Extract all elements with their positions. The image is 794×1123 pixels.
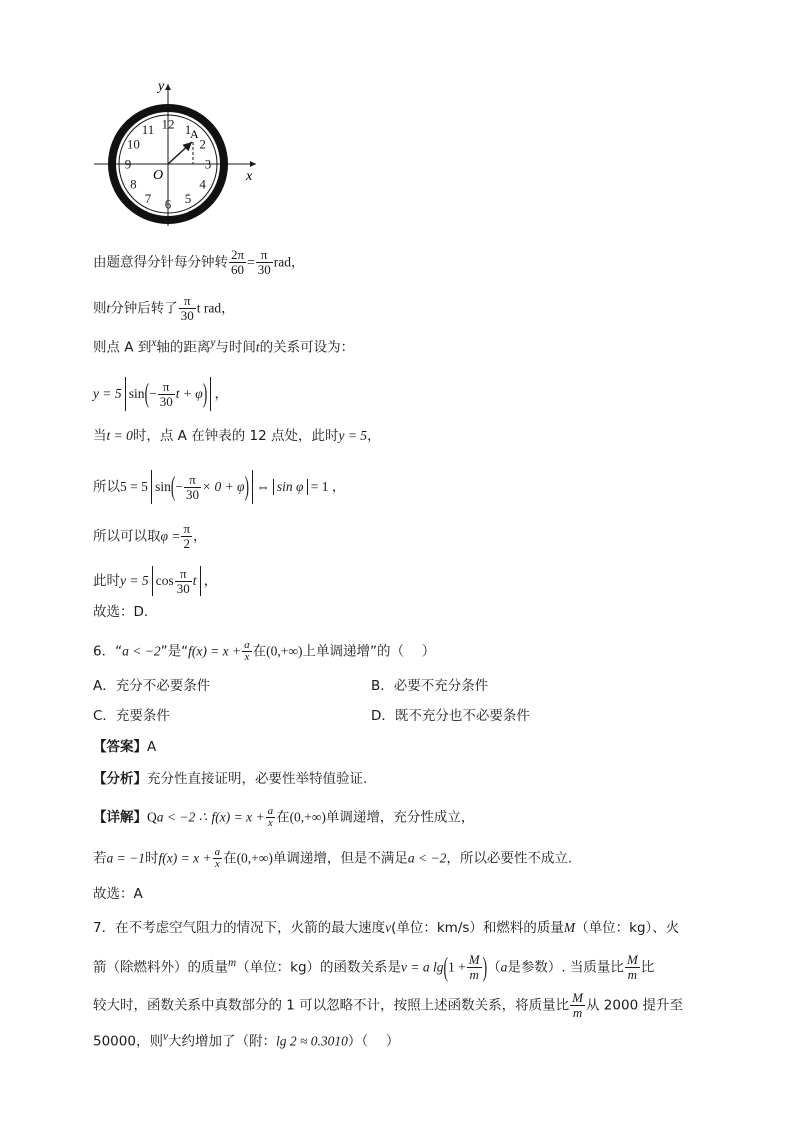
text: 当: [93, 428, 107, 444]
option-text: B．必要不充分条件: [371, 678, 489, 694]
text: ，: [203, 573, 218, 589]
line-3: [93, 334, 354, 357]
text: 时，点 A 在钟表的 12 点处，此时: [132, 428, 339, 444]
var-M: M: [563, 920, 576, 935]
text: 在: [252, 643, 267, 660]
axis-label-y: y: [158, 79, 165, 94]
text: 所以: [93, 479, 120, 495]
var-t: t: [192, 573, 197, 588]
formula: t = 0: [106, 428, 133, 443]
text: 轴的距离: [156, 339, 211, 356]
formula: f(x) = x +: [188, 643, 242, 659]
line-9: [93, 603, 148, 621]
q6-option-b[interactable]: [371, 677, 488, 695]
clock-numeral-10: 10: [126, 136, 140, 152]
clock-numeral-4: 4: [199, 176, 206, 192]
minus: −: [175, 479, 183, 494]
symbol: Q: [147, 809, 157, 825]
q6-answer: [93, 738, 156, 756]
text: 若: [93, 850, 107, 867]
text: ）（ ）: [347, 1033, 400, 1050]
interval: (0,+∞): [266, 643, 303, 659]
q6-example: [93, 847, 572, 870]
formula: lg 2 ≈ 0.3010: [275, 1033, 348, 1049]
fraction: $\frac{M}{m}$: [626, 952, 638, 982]
answer-tag: 【答案】: [93, 739, 147, 755]
clock-numeral-9: 9: [124, 156, 132, 172]
formula: f(x) = x +: [158, 850, 212, 866]
clock-numeral-8: 8: [130, 176, 137, 192]
q7-line-4: [93, 1028, 399, 1051]
q6-option-c[interactable]: [93, 707, 170, 725]
text: 是参数）. 当质量比: [507, 959, 624, 976]
formula: f(x) = x +: [211, 809, 265, 825]
fraction: $\frac{\pi}{30}$: [176, 565, 190, 596]
fraction: $\frac{a}{x}$: [244, 639, 250, 663]
clock-numeral-1: 1: [184, 121, 192, 137]
detail-tag: 【详解】: [93, 809, 147, 826]
text: ”是“: [160, 643, 189, 660]
text: 大约增加了（附：: [167, 1033, 276, 1050]
clock-numeral-6: 6: [164, 196, 172, 212]
text: ，: [214, 386, 228, 402]
clock-numeral-2: 2: [199, 136, 206, 152]
fraction: $\frac{\pi}{30}$: [180, 293, 194, 323]
fraction: $\frac{2\pi}{60}$: [231, 247, 245, 277]
formula: 1 +: [448, 959, 466, 975]
var-m: m: [228, 957, 237, 969]
text: 此时: [93, 573, 120, 589]
fraction: $\frac{M}{m}$: [468, 952, 480, 982]
text: （单位：kg）、火: [575, 920, 680, 936]
clock-numeral-7: 7: [144, 191, 152, 207]
text: 单调递增，充分性成立，: [325, 809, 475, 826]
q7-line-1: [93, 919, 679, 937]
text: 的关系可设为：: [259, 339, 355, 356]
formula: a < −2: [122, 643, 161, 659]
q6-analysis: [93, 770, 367, 788]
fraction: $\frac{a}{x}$: [267, 805, 274, 829]
text: 较大时，函数关系中真数部分的 1 可以忽略不计，按照上述函数关系，将质量比: [93, 997, 570, 1014]
fraction: $\frac{\pi}{30}$: [159, 378, 173, 409]
formula: a = −1: [106, 850, 145, 866]
q7-line-2: 箭（除燃料外）的质量$^m$（单位：kg）的函数关系是v = a lg(1 + $\frac{M}{m}$ )（a是参数）. 当质量比 $\frac{M}{m}$ 比: [93, 951, 655, 982]
var-y: y: [210, 337, 216, 349]
text: 在: [276, 809, 290, 826]
text: ，: [367, 428, 381, 444]
line-6: 所以5 = 5 sin(− $\frac{\pi}{30}$ × 0 + φ) ⇔ sin φ = 1 ，: [93, 470, 345, 504]
formula: sin φ: [276, 479, 304, 494]
line-4: y = 5 sin(− $\frac{\pi}{30}$ t + φ) ，: [93, 377, 228, 411]
fraction: $\frac{a}{x}$: [214, 846, 221, 870]
option-text: C．充要条件: [93, 708, 170, 724]
text: （: [487, 959, 501, 976]
fraction: $\frac{\pi}{30}$: [257, 247, 271, 277]
interval: (0,+∞): [289, 809, 326, 825]
clock-figure: [92, 78, 264, 228]
unit: t rad，: [196, 300, 235, 316]
q6-option-d[interactable]: [371, 707, 530, 725]
point-a-label: A: [190, 127, 199, 141]
analysis-tag: 【分析】: [93, 771, 147, 787]
fraction: $\frac{\pi}{30}$: [185, 471, 199, 502]
formula: y = 5: [338, 428, 368, 443]
minute-hand: [168, 142, 192, 164]
text: 上单调递增”的（ ）: [302, 643, 436, 660]
equals: =: [247, 254, 255, 270]
formula: y = 5: [93, 386, 122, 401]
formula: × 0 + φ: [201, 479, 245, 494]
q6-pick: [93, 885, 143, 903]
option-text: D．既不充分也不必要条件: [371, 708, 530, 724]
formula: y = 5: [120, 573, 149, 588]
formula: = 1 ，: [310, 479, 346, 494]
text: 箭（除燃料外）的质量: [93, 959, 228, 976]
var-v: v: [385, 920, 392, 935]
formula: v = a lg: [401, 959, 444, 975]
text: （单位：kg）的函数关系是: [236, 959, 402, 976]
clock-numeral-5: 5: [184, 191, 192, 207]
text: (单位：km/s）和燃料的质量: [391, 920, 564, 936]
text: 则点 A 到: [93, 339, 152, 356]
interval: (0,+∞): [236, 850, 273, 866]
var-t: t: [106, 300, 111, 316]
text: 比: [640, 959, 655, 976]
option-text: A．充分不必要条件: [93, 678, 211, 694]
fraction: $\frac{M}{m}$: [572, 990, 584, 1020]
answer-value: A: [147, 739, 157, 755]
var-x: x: [151, 337, 157, 349]
var-v: v: [162, 1031, 168, 1043]
line-1: [93, 248, 304, 277]
q6-option-a[interactable]: [93, 677, 210, 695]
text: 单调递增，但是不满足: [272, 850, 408, 867]
clock-numeral-11: 11: [141, 121, 155, 137]
cos: cos: [155, 573, 174, 588]
q7-line-3: [93, 991, 683, 1020]
fraction: $\frac{\pi}{2}$: [183, 521, 191, 551]
text: 在: [223, 850, 237, 867]
formula: 5 = 5: [120, 479, 148, 494]
text: 与时间: [215, 339, 256, 356]
text: 所以可以取: [93, 528, 161, 545]
text: 则: [93, 300, 107, 317]
text: 故选：A: [93, 886, 143, 902]
line-7: [93, 522, 207, 551]
var-a: a: [500, 959, 508, 975]
axis-label-x: x: [246, 169, 253, 184]
formula: t + φ: [175, 386, 203, 401]
clock-numeral-3: 3: [204, 156, 212, 172]
q6-stem: [93, 640, 435, 663]
clock-numeral-12: 12: [161, 116, 175, 132]
text: 由题意得分针每分钟转: [93, 254, 228, 271]
sin: sin: [155, 479, 171, 494]
minus: −: [149, 386, 157, 401]
origin-label: O: [153, 168, 164, 183]
text: 7．在不考虑空气阻力的情况下，火箭的最大速度: [93, 920, 386, 936]
iff: ⇔: [256, 479, 270, 494]
text: 从 2000 提升至: [586, 997, 683, 1014]
text: 50000，则: [93, 1033, 163, 1050]
text: ，: [193, 528, 207, 545]
formula: a < −2 ∴: [156, 809, 208, 825]
line-5: [93, 427, 381, 445]
var-t: t: [255, 339, 260, 355]
sin: sin: [128, 386, 145, 401]
line-8: [93, 566, 217, 596]
formula: a < −2: [407, 850, 447, 866]
formula: φ =: [160, 528, 181, 544]
analysis-text: 充分性直接证明，必要性举特值验证.: [147, 771, 368, 787]
line-2: [93, 294, 235, 323]
unit: rad，: [273, 254, 305, 270]
text: 时: [144, 850, 159, 867]
text: 故选：D.: [93, 604, 149, 620]
text: 分钟后转了: [110, 300, 178, 317]
text: 6．“: [93, 643, 123, 660]
q6-detail: [93, 806, 474, 829]
text: ，所以必要性不成立.: [446, 850, 573, 867]
